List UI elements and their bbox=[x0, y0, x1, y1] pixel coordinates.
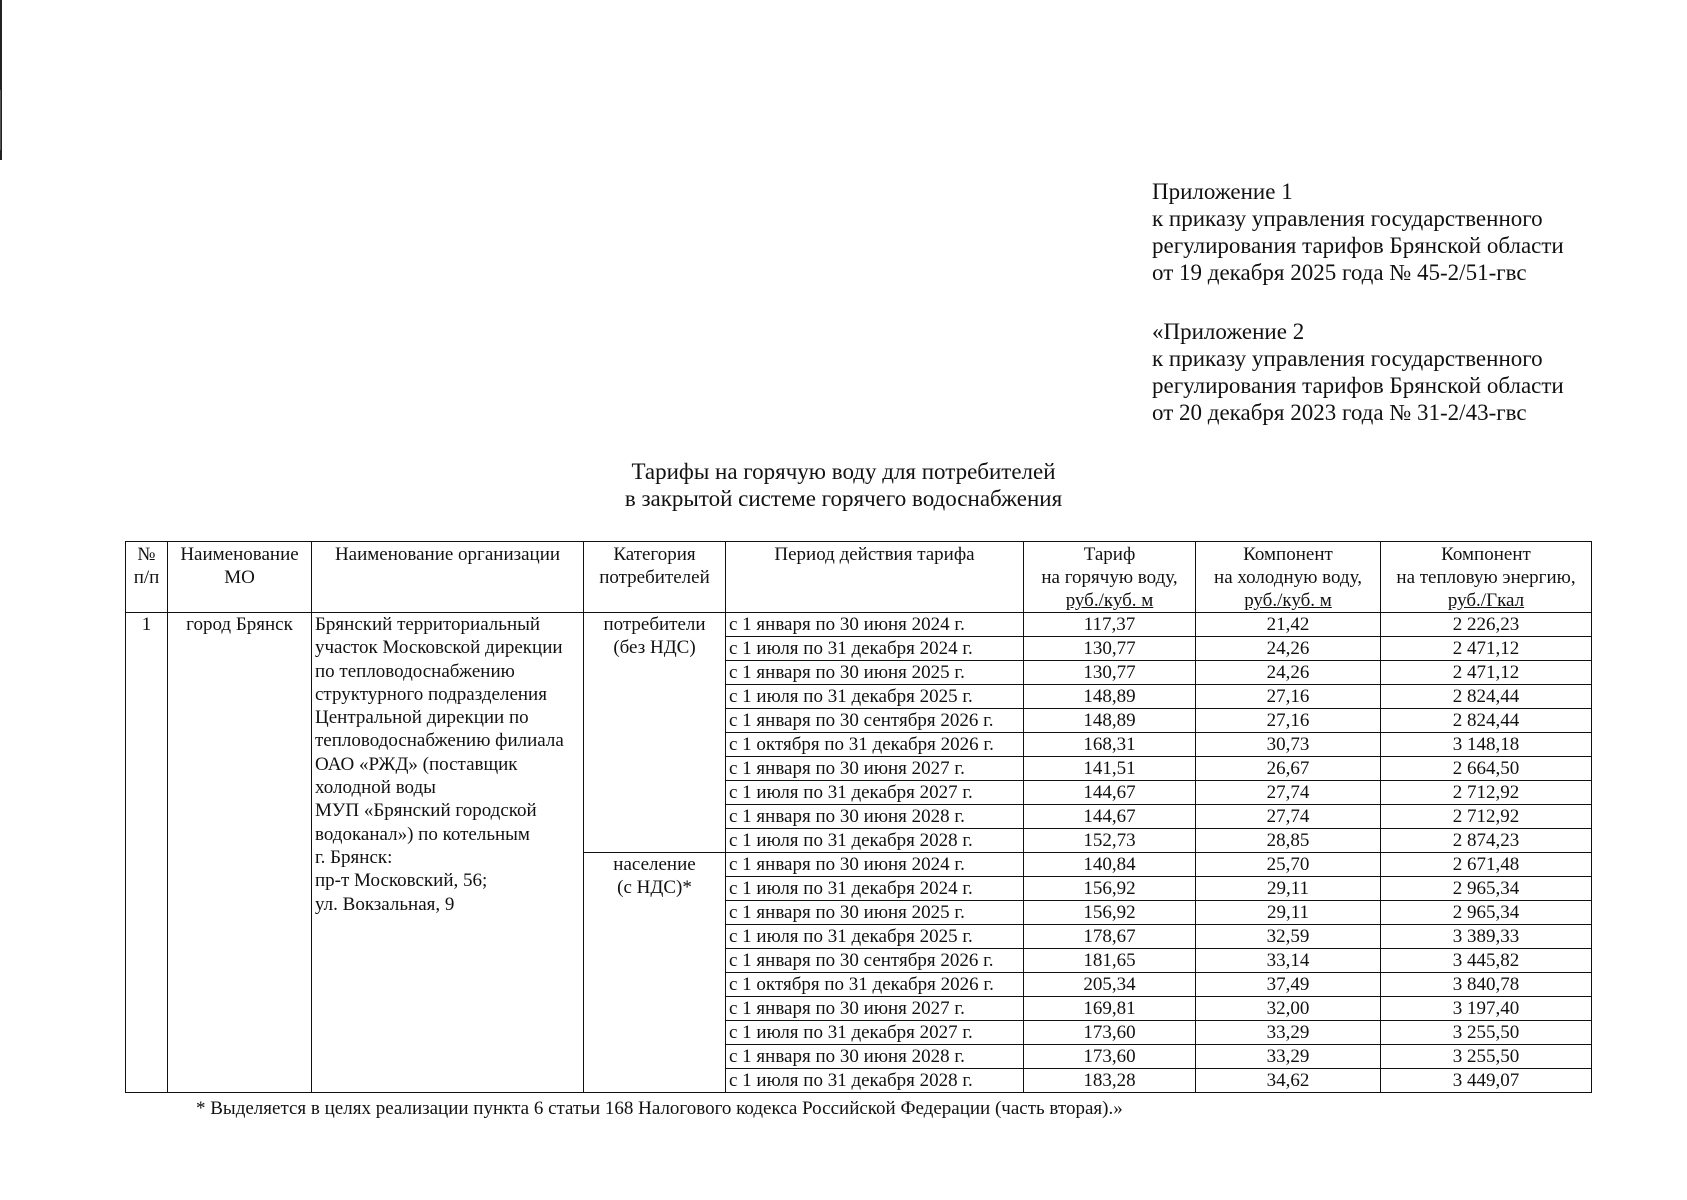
tariff-table bbox=[125, 541, 1592, 1093]
tariff-value-cell: 183,28 bbox=[1024, 1069, 1196, 1093]
title-line-2: в закрытой системе горячего водоснабжения bbox=[624, 486, 1063, 511]
tariff-value-cell: 141,51 bbox=[1024, 757, 1196, 781]
appendix-1-block bbox=[1152, 178, 1564, 286]
header-heat-line: на тепловую энергию, bbox=[1396, 567, 1576, 588]
cold-water-value-cell: 24,26 bbox=[1196, 637, 1381, 661]
heat-energy-value-cell: 2 664,50 bbox=[1381, 757, 1592, 781]
tariff-value-cell: 205,34 bbox=[1024, 973, 1196, 997]
header-num bbox=[126, 542, 168, 613]
header-heat-unit: руб./Гкал bbox=[1447, 590, 1525, 611]
header-mo-line: Наименование bbox=[180, 544, 299, 565]
organization-line: по тепловодоснабжению bbox=[315, 660, 515, 682]
tariff-value-cell: 117,37 bbox=[1024, 613, 1196, 637]
tariff-value-cell: 156,92 bbox=[1024, 877, 1196, 901]
period-cell: с 1 января по 30 июня 2028 г. bbox=[726, 1045, 1024, 1069]
period-cell: с 1 января по 30 сентября 2026 г. bbox=[726, 949, 1024, 973]
cold-water-value-cell: 21,42 bbox=[1196, 613, 1381, 637]
header-category bbox=[584, 542, 726, 613]
category-cell bbox=[584, 613, 726, 853]
period-cell: с 1 июля по 31 декабря 2027 г. bbox=[726, 1021, 1024, 1045]
cold-water-value-cell: 26,67 bbox=[1196, 757, 1381, 781]
tariff-value-cell: 156,92 bbox=[1024, 901, 1196, 925]
tariff-value-cell: 173,60 bbox=[1024, 1021, 1196, 1045]
organization-line: МУП «Брянский городской bbox=[315, 800, 537, 822]
organization-cell bbox=[312, 613, 584, 1093]
period-cell: с 1 октября по 31 декабря 2026 г. bbox=[726, 973, 1024, 997]
heat-energy-value-cell: 3 449,07 bbox=[1381, 1069, 1592, 1093]
heat-energy-value-cell: 2 712,92 bbox=[1381, 805, 1592, 829]
period-cell: с 1 января по 30 июня 2024 г. bbox=[726, 853, 1024, 877]
header-organization-line: Наименование организации bbox=[334, 544, 561, 565]
cold-water-value-cell: 33,29 bbox=[1196, 1045, 1381, 1069]
tariff-value-cell: 148,89 bbox=[1024, 685, 1196, 709]
organization-line: пр-т Московский, 56; bbox=[315, 870, 488, 892]
heat-energy-value-cell: 3 148,18 bbox=[1381, 733, 1592, 757]
organization-line: тепловодоснабжению филиала bbox=[315, 730, 564, 752]
heat-energy-value-cell: 3 840,78 bbox=[1381, 973, 1592, 997]
header-organization bbox=[312, 542, 584, 613]
tariff-value-cell: 173,60 bbox=[1024, 1045, 1196, 1069]
scan-edge-mark-secondary bbox=[0, 90, 1, 150]
heat-energy-value-cell: 2 874,23 bbox=[1381, 829, 1592, 853]
heat-energy-value-cell: 3 445,82 bbox=[1381, 949, 1592, 973]
row-number-cell: 1 bbox=[126, 613, 168, 1093]
table-header-row bbox=[126, 542, 1592, 613]
heat-energy-value-cell: 3 255,50 bbox=[1381, 1045, 1592, 1069]
appendix-1-line: регулирования тарифов Брянской области bbox=[1152, 233, 1564, 258]
header-cold-unit: руб./куб. м bbox=[1244, 590, 1332, 611]
header-category-line: Категория bbox=[613, 544, 696, 565]
footnote: * Выделяется в целях реализации пункта 6 статьи 168 Налогового кодекса Российской Федерации (часть вторая).» bbox=[196, 1098, 1123, 1119]
appendix-2-block bbox=[1152, 318, 1564, 426]
heat-energy-value-cell: 2 965,34 bbox=[1381, 877, 1592, 901]
tariff-table-body bbox=[126, 613, 1592, 1093]
period-cell: с 1 июля по 31 декабря 2024 г. bbox=[726, 877, 1024, 901]
period-cell: с 1 июля по 31 декабря 2025 г. bbox=[726, 685, 1024, 709]
cold-water-value-cell: 27,74 bbox=[1196, 781, 1381, 805]
appendix-1-line: к приказу управления государственного bbox=[1152, 206, 1543, 231]
appendix-2-line: к приказу управления государственного bbox=[1152, 346, 1543, 371]
heat-energy-value-cell: 2 471,12 bbox=[1381, 637, 1592, 661]
heat-energy-value-cell: 2 824,44 bbox=[1381, 709, 1592, 733]
heat-energy-value-cell: 2 712,92 bbox=[1381, 781, 1592, 805]
cold-water-value-cell: 32,59 bbox=[1196, 925, 1381, 949]
header-cold-water bbox=[1196, 542, 1381, 613]
category-line: (с НДС)* bbox=[617, 877, 692, 898]
header-tariff bbox=[1024, 542, 1196, 613]
period-cell: с 1 января по 30 июня 2028 г. bbox=[726, 805, 1024, 829]
organization-line: ул. Вокзальная, 9 bbox=[315, 893, 455, 915]
tariff-value-cell: 148,89 bbox=[1024, 709, 1196, 733]
cold-water-value-cell: 27,16 bbox=[1196, 709, 1381, 733]
heat-energy-value-cell: 3 255,50 bbox=[1381, 1021, 1592, 1045]
cold-water-value-cell: 34,62 bbox=[1196, 1069, 1381, 1093]
cold-water-value-cell: 27,74 bbox=[1196, 805, 1381, 829]
header-mo bbox=[168, 542, 312, 613]
period-cell: с 1 июля по 31 декабря 2027 г. bbox=[726, 781, 1024, 805]
cold-water-value-cell: 33,29 bbox=[1196, 1021, 1381, 1045]
header-heat-line: Компонент bbox=[1441, 544, 1531, 565]
period-cell: с 1 января по 30 июня 2025 г. bbox=[726, 661, 1024, 685]
header-cold-line: Компонент bbox=[1243, 544, 1333, 565]
period-cell: с 1 октября по 31 декабря 2026 г. bbox=[726, 733, 1024, 757]
organization-line: ОАО «РЖД» (поставщик bbox=[315, 753, 518, 775]
heat-energy-value-cell: 2 671,48 bbox=[1381, 853, 1592, 877]
appendix-1-line: Приложение 1 bbox=[1152, 179, 1293, 204]
organization-line: структурного подразделения bbox=[315, 683, 547, 705]
tariff-value-cell: 181,65 bbox=[1024, 949, 1196, 973]
appendix-1-line: от 19 декабря 2025 года № 45-2/51-гвс bbox=[1152, 260, 1527, 285]
title-line-1: Тарифы на горячую воду для потребителей bbox=[631, 459, 1056, 484]
header-heat-energy bbox=[1381, 542, 1592, 613]
header-period-line: Период действия тарифа bbox=[774, 544, 975, 565]
period-cell: с 1 января по 30 июня 2027 г. bbox=[726, 757, 1024, 781]
period-cell: с 1 января по 30 июня 2024 г. bbox=[726, 613, 1024, 637]
header-mo-line: МО bbox=[224, 567, 255, 588]
period-cell: с 1 июля по 31 декабря 2028 г. bbox=[726, 829, 1024, 853]
period-cell: с 1 января по 30 июня 2027 г. bbox=[726, 997, 1024, 1021]
heat-energy-value-cell: 3 197,40 bbox=[1381, 997, 1592, 1021]
cold-water-value-cell: 29,11 bbox=[1196, 901, 1381, 925]
appendix-2-line: регулирования тарифов Брянской области bbox=[1152, 373, 1564, 398]
document-title bbox=[0, 458, 1687, 512]
appendix-2-line: «Приложение 2 bbox=[1152, 319, 1305, 344]
cold-water-value-cell: 25,70 bbox=[1196, 853, 1381, 877]
cold-water-value-cell: 24,26 bbox=[1196, 661, 1381, 685]
heat-energy-value-cell: 2 226,23 bbox=[1381, 613, 1592, 637]
header-period bbox=[726, 542, 1024, 613]
heat-energy-value-cell: 3 389,33 bbox=[1381, 925, 1592, 949]
organization-line: Центральной дирекции по bbox=[315, 707, 529, 729]
municipality-cell: город Брянск bbox=[168, 613, 312, 1093]
organization-line: г. Брянск: bbox=[315, 846, 393, 868]
heat-energy-value-cell: 2 965,34 bbox=[1381, 901, 1592, 925]
cold-water-value-cell: 27,16 bbox=[1196, 685, 1381, 709]
organization-line: холодной воды bbox=[315, 777, 436, 799]
category-cell bbox=[584, 853, 726, 1093]
heat-energy-value-cell: 2 471,12 bbox=[1381, 661, 1592, 685]
tariff-value-cell: 168,31 bbox=[1024, 733, 1196, 757]
period-cell: с 1 июля по 31 декабря 2024 г. bbox=[726, 637, 1024, 661]
header-tariff-unit: руб./куб. м bbox=[1065, 590, 1154, 611]
header-tariff-line: Тариф bbox=[1083, 544, 1136, 565]
cold-water-value-cell: 30,73 bbox=[1196, 733, 1381, 757]
tariff-value-cell: 169,81 bbox=[1024, 997, 1196, 1021]
tariff-value-cell: 144,67 bbox=[1024, 805, 1196, 829]
header-tariff-line: на горячую воду, bbox=[1041, 567, 1178, 588]
table-row bbox=[126, 613, 1592, 637]
organization-line: участок Московской дирекции bbox=[315, 637, 563, 659]
period-cell: с 1 января по 30 сентября 2026 г. bbox=[726, 709, 1024, 733]
period-cell: с 1 января по 30 июня 2025 г. bbox=[726, 901, 1024, 925]
cold-water-value-cell: 37,49 bbox=[1196, 973, 1381, 997]
header-num-line: п/п bbox=[133, 567, 160, 588]
tariff-value-cell: 140,84 bbox=[1024, 853, 1196, 877]
category-line: население bbox=[613, 854, 696, 875]
appendix-2-line: от 20 декабря 2023 года № 31-2/43-гвс bbox=[1152, 400, 1527, 425]
cold-water-value-cell: 33,14 bbox=[1196, 949, 1381, 973]
header-category-line: потребителей bbox=[599, 567, 710, 588]
cold-water-value-cell: 29,11 bbox=[1196, 877, 1381, 901]
header-cold-line: на холодную воду, bbox=[1214, 567, 1362, 588]
category-line: (без НДС) bbox=[613, 637, 696, 658]
period-cell: с 1 июля по 31 декабря 2025 г. bbox=[726, 925, 1024, 949]
tariff-value-cell: 152,73 bbox=[1024, 829, 1196, 853]
tariff-value-cell: 130,77 bbox=[1024, 661, 1196, 685]
heat-energy-value-cell: 2 824,44 bbox=[1381, 685, 1592, 709]
period-cell: с 1 июля по 31 декабря 2028 г. bbox=[726, 1069, 1024, 1093]
cold-water-value-cell: 32,00 bbox=[1196, 997, 1381, 1021]
header-num-line: № bbox=[137, 544, 156, 565]
tariff-value-cell: 178,67 bbox=[1024, 925, 1196, 949]
organization-line: водоканал») по котельным bbox=[315, 823, 530, 845]
tariff-value-cell: 144,67 bbox=[1024, 781, 1196, 805]
tariff-value-cell: 130,77 bbox=[1024, 637, 1196, 661]
category-line: потребители bbox=[603, 614, 706, 635]
cold-water-value-cell: 28,85 bbox=[1196, 829, 1381, 853]
organization-line: Брянский территориальный bbox=[315, 614, 541, 635]
